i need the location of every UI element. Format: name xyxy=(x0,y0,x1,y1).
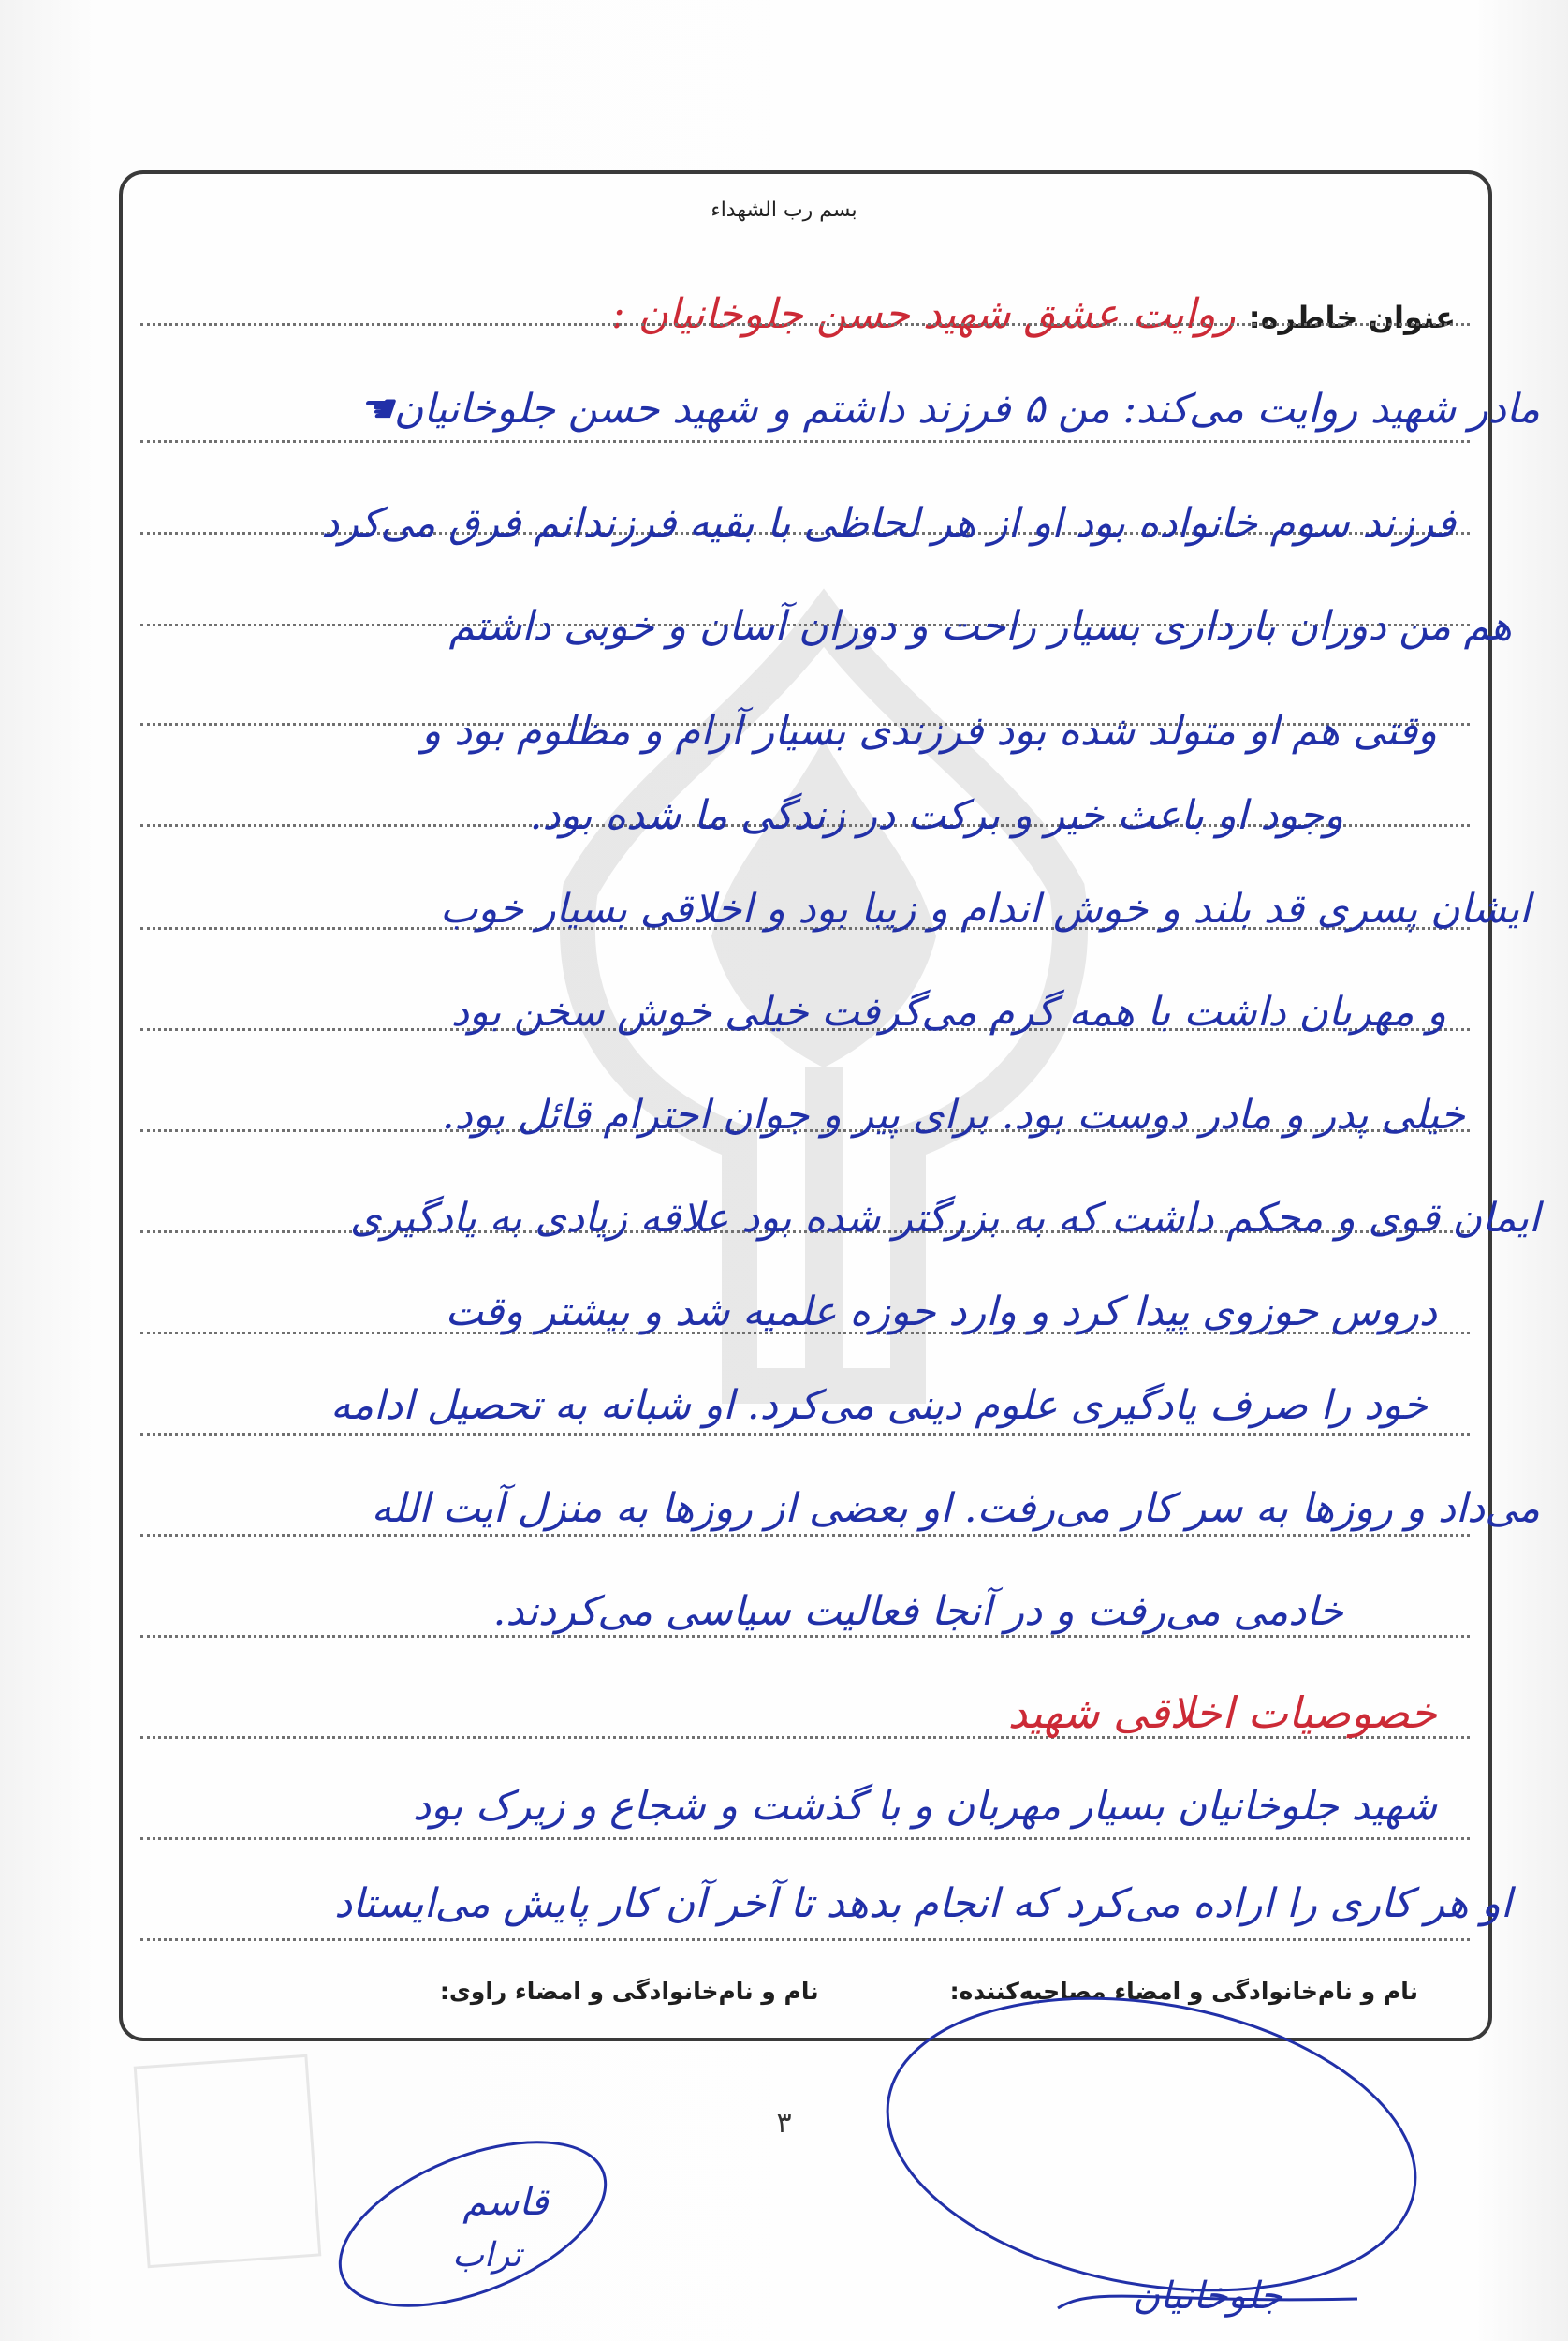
body-line-6: ایشان پسری قد بلند و خوش اندام و زیبا بود و اخلاقی بسیار خوب xyxy=(439,886,1531,933)
signature-name-2: تراب xyxy=(452,2236,521,2275)
body-line-text: مادر شهید روایت می‌کند: من ۵ فرزند داشتم و شهید حسن جلوخانیان xyxy=(393,386,1540,433)
faint-stamp xyxy=(134,2054,322,2268)
body-line-10: دروس حوزوی پیدا کرد و وارد حوزه علمیه شد و بیشتر وقت xyxy=(445,1288,1437,1335)
title-label: عنوان خاطره: xyxy=(1248,300,1456,335)
body-line-5: وجود او باعث خیر و برکت در زندگی ما شده بود. xyxy=(529,792,1343,839)
ruled-line xyxy=(140,323,1470,326)
ruled-line xyxy=(140,440,1470,443)
body-line-2: فرزند سوم خانواده بود او از هر لحاظی با بقیه فرزندانم فرق می‌کرد xyxy=(321,500,1456,547)
ruled-line xyxy=(140,1433,1470,1436)
pointing-hand-icon: ☚ xyxy=(358,386,394,433)
body-line-1 xyxy=(350,386,1540,433)
body-line-14: شهید جلوخانیان بسیار مهربان و با گذشت و شجاع و زیرک بود xyxy=(413,1783,1437,1830)
ruled-line xyxy=(140,1534,1470,1537)
body-line-12: می‌داد و روزها به سر کار می‌رفت. او بعضی از روزها به منزل آیت الله xyxy=(371,1485,1540,1532)
body-line-9: ایمان قوی و محکم داشت که به بزرگتر شده بود علاقه زیادی به یادگیری xyxy=(349,1195,1540,1242)
memoir-title: روایت عشق شهید حسن جلوخانیان : xyxy=(610,290,1236,338)
page-number: ۳ xyxy=(776,2107,792,2140)
ruled-line xyxy=(140,1938,1470,1941)
narrator-label: نام و نام‌خانوادگی و امضاء راوی: xyxy=(439,1978,819,2005)
interviewer-label: نام و نام‌خانوادگی و امضاء مصاحبه‌کننده: xyxy=(949,1978,1418,2005)
signature-name-3: جلوخانیان xyxy=(1132,2275,1283,2318)
body-line-13: خادمی می‌رفت و در آنجا فعالیت سیاسی می‌کردند. xyxy=(492,1588,1343,1635)
body-line-3: هم من دوران بارداری بسیار راحت و دوران آسان و خوبی داشتم xyxy=(448,603,1512,650)
subheading: خصوصیات اخلاقی شهید xyxy=(1007,1687,1437,1738)
body-line-8: خیلی پدر و مادر دوست بود. برای پیر و جوان احترام قائل بود. xyxy=(442,1092,1465,1139)
ruled-line xyxy=(140,1635,1470,1638)
interviewer-signature xyxy=(871,1985,1432,2332)
signature-name-1: قاسم xyxy=(462,2181,549,2224)
body-line-15: او هر کاری را اراده می‌کرد که انجام بدهد تا آخر آن کار پایش می‌ایستاد xyxy=(334,1880,1512,1927)
form-header: بسم رب الشهداء xyxy=(711,199,857,222)
body-line-4: وقتی هم او متولد شده بود فرزندی بسیار آرام و مظلوم بود و xyxy=(421,708,1437,755)
body-line-7: و مهربان داشت با همه گرم می‌گرفت خیلی خوش سخن بود xyxy=(450,989,1446,1036)
narrator-signature xyxy=(318,2126,618,2322)
body-line-11: خود را صرف یادگیری علوم دینی می‌کرد. او شبانه به تحصیل ادامه xyxy=(330,1382,1428,1429)
ruled-line xyxy=(140,1837,1470,1840)
